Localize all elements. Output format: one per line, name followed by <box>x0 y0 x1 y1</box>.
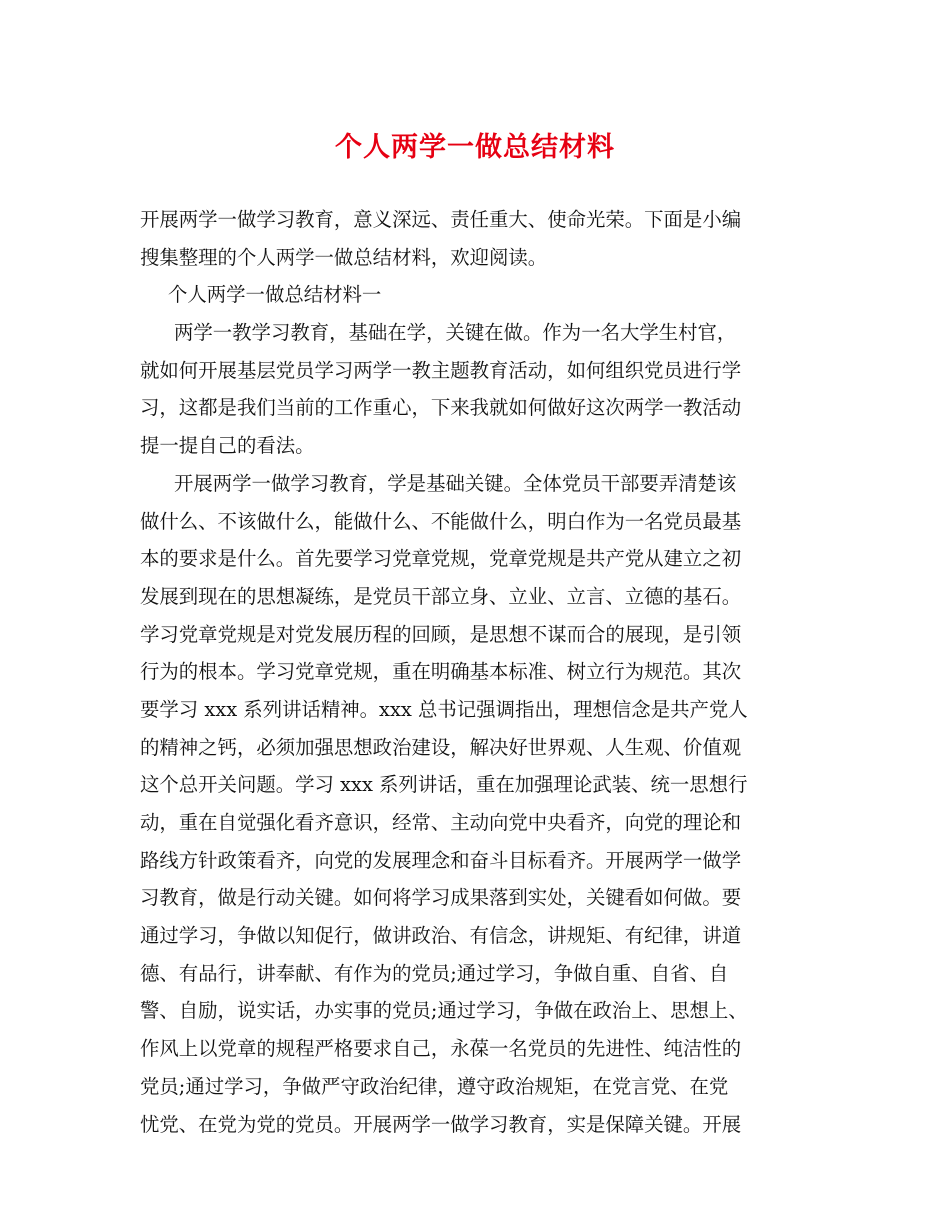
body-line: 搜集整理的个人两学一做总结材料，欢迎阅读。 <box>140 245 548 269</box>
body-line: 本的要求是什么。首先要学习党章党规，党章党规是共产党从建立之初 <box>140 547 742 571</box>
body-line: 开展两学一做学习教育，学是基础关键。全体党员干部要弄清楚该 <box>174 471 737 495</box>
body-line: 党员;通过学习，争做严守政治纪律，遵守政治规矩，在党言党、在党 <box>140 1074 729 1098</box>
body-line: 就如何开展基层党员学习两学一教主题教育活动，如何组织党员进行学 <box>140 358 742 382</box>
body-line: 要学习 xxx 系列讲话精神。xxx 总书记强调指出，理想信念是共产党人 <box>140 697 748 721</box>
body-line: 这个总开关问题。学习 xxx 系列讲话，重在加强理论武装、统一思想行 <box>140 773 748 797</box>
body-line: 两学一教学习教育，基础在学，关键在做。作为一名大学生村官， <box>174 321 737 345</box>
body-line: 通过学习，争做以知促行，做讲政治、有信念，讲规矩、有纪律，讲道 <box>140 924 742 948</box>
body-line: 警、自励，说实话，办实事的党员;通过学习，争做在政治上、思想上、 <box>140 999 748 1023</box>
document-title: 个人两学一做总结材料 <box>335 132 615 163</box>
document-body <box>140 201 812 1143</box>
body-line: 动，重在自觉强化看齐意识，经常、主动向党中央看齐，向党的理论和 <box>140 811 742 834</box>
body-line: 习，这都是我们当前的工作重心，下来我就如何做好这次两学一教活动 <box>140 396 742 420</box>
section-heading: 个人两学一做总结材料一 <box>168 283 382 307</box>
body-line: 发展到现在的思想凝练，是党员干部立身、立业、立言、立德的基石。 <box>140 584 742 608</box>
body-line: 学习党章党规是对党发展历程的回顾，是思想不谋而合的展现，是引领 <box>140 622 742 646</box>
body-line: 作风上以党章的规程严格要求自己，永葆一名党员的先进性、纯洁性的 <box>140 1037 742 1061</box>
body-line: 德、有品行，讲奉献、有作为的党员;通过学习，争做自重、自省、自 <box>140 961 729 985</box>
body-line: 忧党、在党为党的党员。开展两学一做学习教育，实是保障关键。开展 <box>140 1112 742 1136</box>
body-line: 习教育，做是行动关键。如何将学习成果落到实处，关键看如何做。要 <box>140 886 742 910</box>
body-line: 开展两学一做学习教育，意义深远、责任重大、使命光荣。下面是小编 <box>140 208 742 231</box>
body-line: 的精神之钙，必须加强思想政治建设，解决好世界观、人生观、价值观 <box>140 735 742 759</box>
body-line: 做什么、不该做什么，能做什么、不能做什么，明白作为一名党员最基 <box>140 509 742 533</box>
body-line: 提一提自己的看法。 <box>140 434 315 458</box>
body-line: 行为的根本。学习党章党规，重在明确基本标准、树立行为规范。其次 <box>140 660 742 684</box>
body-line: 路线方针政策看齐，向党的发展理念和奋斗目标看齐。开展两学一做学 <box>140 848 742 872</box>
